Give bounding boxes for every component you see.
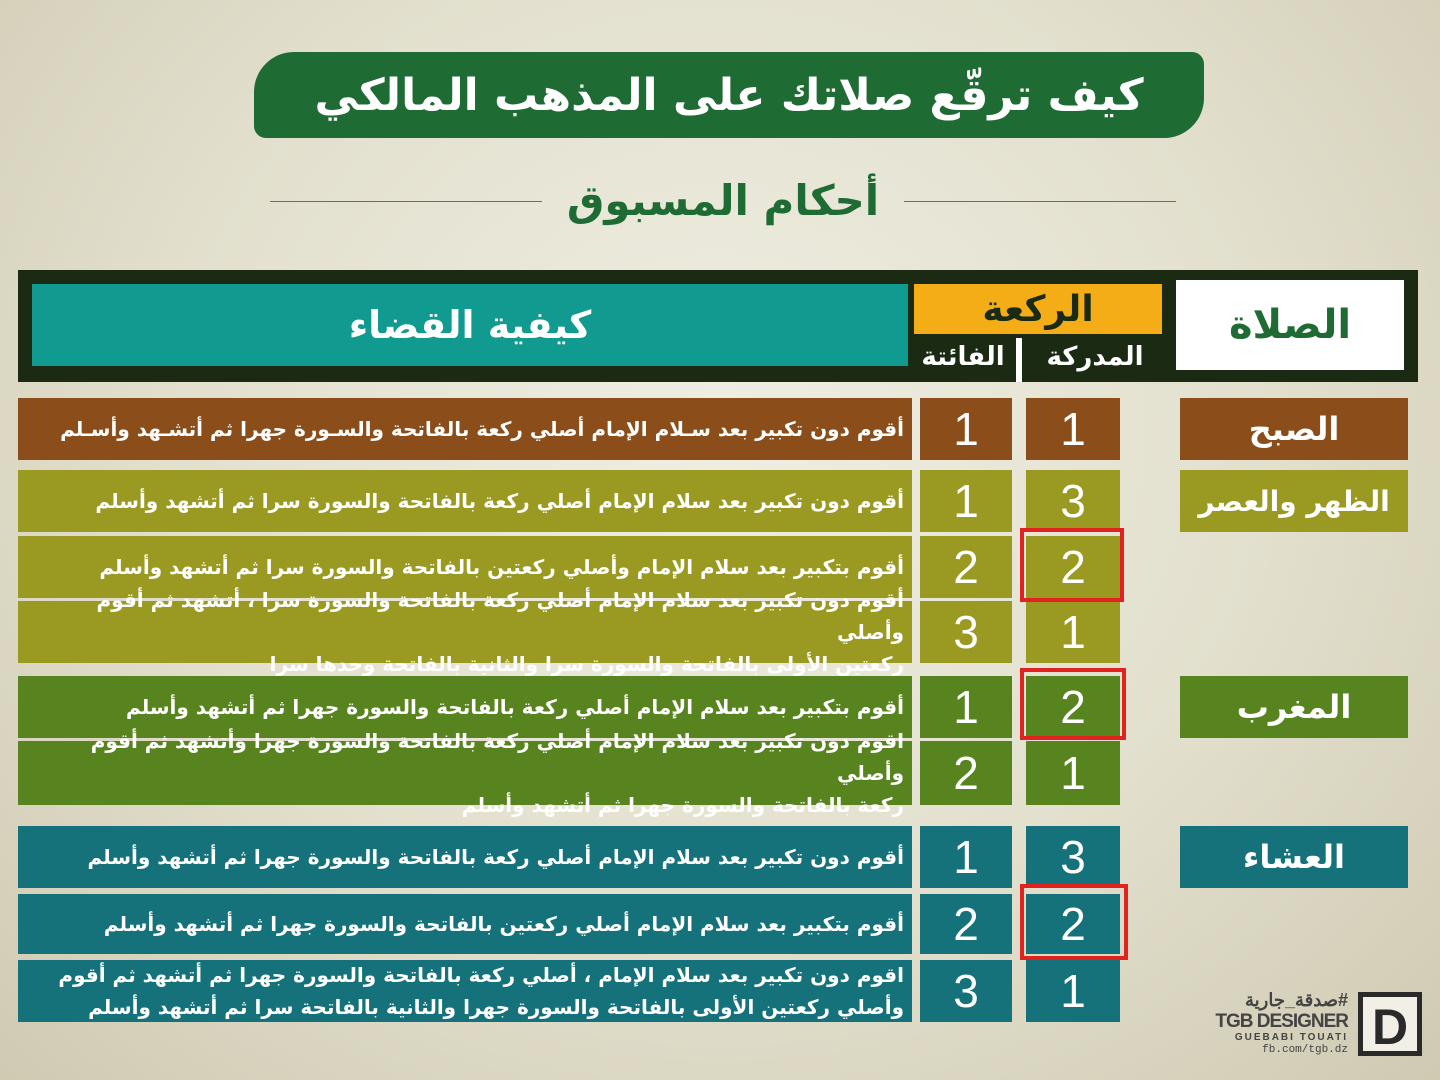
prayer-label-maghrib: المغرب — [1180, 676, 1408, 738]
credit-hashtag: #صدقة_جارية — [1245, 990, 1348, 1010]
logo-letter: D — [1371, 999, 1409, 1055]
prayer-label-isha: العشاء — [1180, 826, 1408, 888]
subtitle-block — [270, 165, 1176, 235]
row-missed-count: 2 — [920, 536, 1012, 598]
row-description-line: وأصلي ركعتين الأولى بالفاتحة والسورة جهرا والثانية بالفاتحة سرا ثم أتشهد وأسلم — [88, 995, 904, 1019]
subtitle-divider-left — [270, 201, 542, 202]
header-rakaa: الركعة — [914, 284, 1162, 334]
subtitle: أحكام المسبوق — [566, 175, 880, 225]
row-description — [18, 588, 912, 676]
logo-mark-icon — [1356, 990, 1424, 1058]
row-caught-count: 3 — [1026, 826, 1120, 888]
row-description-line: اقوم دون تكبير بعد سلام الإمام ، أصلي ركعة بالفاتحة والسورة جهرا ثم أتشهد ثم أقوم — [58, 963, 904, 987]
highlight-box — [1020, 884, 1128, 960]
row-description-line: أقوم دون تكبير بعد سلام الإمام أصلي ركعة بالفاتحة والسورة جهرا ثم أتشهد وأسلم — [87, 845, 904, 869]
row-description-line: ركعتين الأولى بالفاتحة والسورة سرا والثانية بالفاتحة وحدها سرا — [269, 652, 904, 676]
row-caught-count: 2 — [1026, 894, 1120, 954]
main-title: كيف ترقّع صلاتك على المذهب المالكي — [254, 52, 1204, 138]
row-description — [18, 894, 912, 954]
credit-designer: TGB DESIGNER — [1215, 1011, 1348, 1032]
row-description-line: أقوم بتكبير بعد سلام الإمام أصلي ركعتين بالفاتحة والسورة جهرا ثم أتشهد وأسلم — [103, 912, 904, 936]
row-missed-count: 1 — [920, 676, 1012, 738]
row-description-line: ركعة بالفاتحة والسورة جهرا ثم أتشهد وأسلم — [461, 793, 904, 817]
row-description-line: أقوم دون تكبير بعد سـلام الإمام أصلي ركعة بالفاتحة والسـورة جهرا ثم أتشـهد وأسـلم — [60, 417, 904, 441]
designer-credit — [1196, 988, 1348, 1056]
credit-link: fb.com/tgb.dz — [1262, 1044, 1348, 1056]
row-caught-count: 1 — [1026, 601, 1120, 663]
row-description — [18, 729, 912, 817]
row-missed-count: 2 — [920, 741, 1012, 805]
row-missed-count: 2 — [920, 894, 1012, 954]
row-caught-count: 2 — [1026, 536, 1120, 598]
row-missed-count: 1 — [920, 398, 1012, 460]
row-description — [18, 470, 912, 532]
header-divider — [1016, 338, 1022, 382]
row-description — [18, 960, 912, 1022]
row-description-line: أقوم دون تكبير بعد سلام الإمام أصلي ركعة بالفاتحة والسورة سرا ثم أتشهد وأسلم — [95, 489, 904, 513]
row-description — [18, 398, 912, 460]
row-missed-count: 3 — [920, 960, 1012, 1022]
row-caught-count: 1 — [1026, 398, 1120, 460]
highlight-box — [1020, 668, 1126, 740]
header-missed: الفائتة — [921, 342, 1005, 372]
prayer-label-dhuhr-asr: الظهر والعصر — [1180, 470, 1408, 532]
credit-name: GUEBABI TOUATI — [1234, 1032, 1348, 1043]
row-description-line: اقوم دون تكبير بعد سلام الإمام أصلي ركعة بالفاتحة والسورة جهرا وأتشهد ثم أقوم وأصلي — [90, 729, 904, 785]
row-caught-count: 2 — [1026, 676, 1120, 738]
row-missed-count: 3 — [920, 601, 1012, 663]
prayer-label-fajr: الصبح — [1180, 398, 1408, 460]
subtitle-divider-right — [904, 201, 1176, 202]
header-method: كيفية القضاء — [32, 284, 908, 366]
header-caught: المدركة — [1046, 342, 1144, 372]
header-prayer: الصلاة — [1176, 280, 1404, 370]
row-description-line: أقوم دون تكبير بعد سلام الإمام أصلي ركعة بالفاتحة والسورة سرا ، أتشهد ثم أقوم وأصلي — [96, 588, 904, 644]
row-caught-count: 1 — [1026, 741, 1120, 805]
row-caught-count: 3 — [1026, 470, 1120, 532]
row-description-line: أقوم بتكبير بعد سلام الإمام أصلي ركعة بالفاتحة والسورة جهرا ثم أتشهد وأسلم — [126, 695, 904, 719]
row-missed-count: 1 — [920, 470, 1012, 532]
row-description-line: أقوم بتكبير بعد سلام الإمام وأصلي ركعتين بالفاتحة والسورة سرا ثم أتشهد وأسلم — [99, 555, 904, 579]
highlight-box — [1020, 528, 1124, 602]
row-caught-count: 1 — [1026, 960, 1120, 1022]
row-description — [18, 826, 912, 888]
row-missed-count: 1 — [920, 826, 1012, 888]
designer-logo — [1196, 988, 1426, 1060]
